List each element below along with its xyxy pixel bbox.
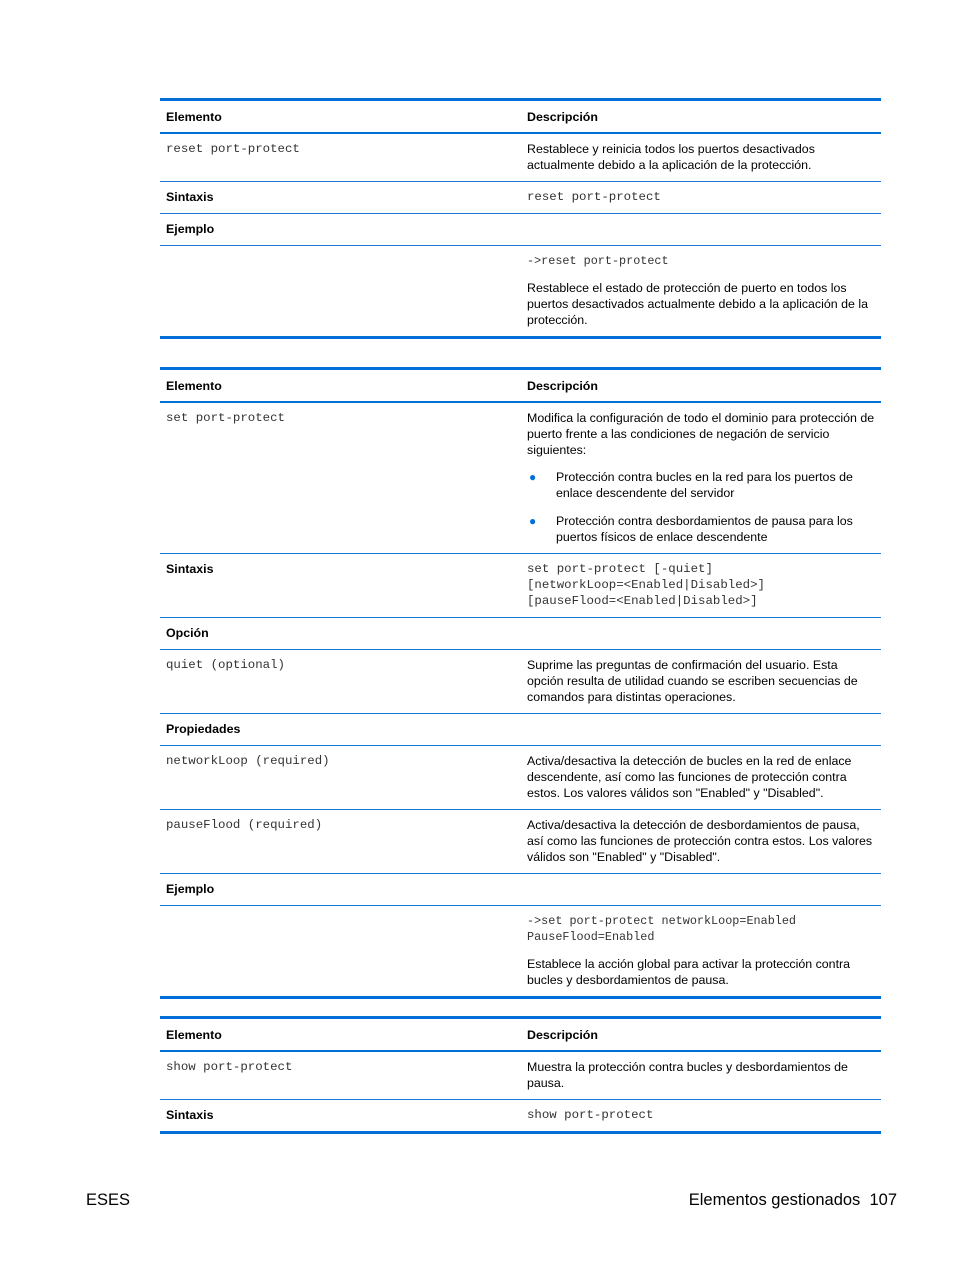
example-code: [527, 913, 875, 945]
element-description: Modifica la configuración de todo el dominio para protección de puerto frente a las condiciones de negación de servicio siguientes:: [527, 411, 875, 457]
element-name: set port-protect: [160, 402, 521, 554]
example-label: Ejemplo: [160, 874, 521, 906]
example-label: Ejemplo: [160, 214, 521, 246]
reset-port-protect-table: [160, 98, 881, 339]
example-code-line: ->set port-protect networkLoop=Enabled: [527, 914, 797, 928]
example-text: Establece la acción global para activar la protección contra bucles y desbordamientos de pausa.: [527, 957, 851, 987]
table-row: [160, 182, 881, 214]
option-label: Opción: [160, 618, 521, 650]
table-row: [160, 133, 881, 182]
property-name: pauseFlood (required): [160, 810, 521, 874]
syntax-line: [networkLoop=<Enabled|Disabled>]: [527, 578, 765, 592]
header-descripcion: Descripción: [521, 369, 881, 403]
property-description: Activa/desactiva la detección de desbordamientos de pausa, así como las funciones de protección contra estos. Los valores válidos son "Enabled" y "Disabled".: [521, 810, 881, 874]
table-row: [160, 714, 881, 746]
element-description: Muestra la protección contra bucles y desbordamientos de pausa.: [521, 1051, 881, 1100]
set-port-protect-table: [160, 367, 881, 999]
condition-list: [527, 469, 875, 545]
list-item: [527, 469, 875, 501]
table-row: [160, 874, 881, 906]
element-name: reset port-protect: [160, 133, 521, 182]
page-number: 107: [869, 1191, 897, 1209]
example-code-line: PauseFlood=Enabled: [527, 930, 655, 944]
header-elemento: Elemento: [160, 100, 521, 134]
header-descripcion: Descripción: [521, 1018, 881, 1052]
syntax-line: set port-protect [-quiet]: [527, 562, 713, 576]
table-row: [160, 746, 881, 810]
syntax-code: show port-protect: [521, 1100, 881, 1133]
syntax-code: reset port-protect: [521, 182, 881, 214]
footer-section: [689, 1191, 897, 1210]
table-row: [160, 906, 881, 998]
footer-locale: ESES: [86, 1191, 131, 1209]
list-item-text: Protección contra desbordamientos de pausa para los puertos físicos de enlace descendente: [556, 514, 853, 544]
bullet-icon: ●: [529, 514, 537, 528]
option-name: quiet (optional): [160, 650, 521, 714]
example-code: ->reset port-protect: [527, 254, 669, 268]
syntax-label: Sintaxis: [160, 182, 521, 214]
syntax-line: [pauseFlood=<Enabled|Disabled>]: [527, 594, 758, 608]
header-descripcion: Descripción: [521, 100, 881, 134]
element-name: show port-protect: [160, 1051, 521, 1100]
bullet-icon: ●: [529, 470, 537, 484]
table-row: [160, 1051, 881, 1100]
header-elemento: Elemento: [160, 1018, 521, 1052]
option-description: Suprime las preguntas de confirmación del usuario. Esta opción resulta de utilidad cuando se escriben secuencias de comandos para distintas operaciones.: [521, 650, 881, 714]
syntax-label: Sintaxis: [160, 554, 521, 618]
header-elemento: Elemento: [160, 369, 521, 403]
element-description: Restablece y reinicia todos los puertos desactivados actualmente debido a la aplicación de la protección.: [521, 133, 881, 182]
table-row: [160, 650, 881, 714]
syntax-label: Sintaxis: [160, 1100, 521, 1133]
show-port-protect-table: [160, 1016, 881, 1134]
list-item: [527, 513, 875, 545]
property-name: networkLoop (required): [160, 746, 521, 810]
table-row: [160, 554, 881, 618]
table-row: [160, 810, 881, 874]
list-item-text: Protección contra bucles en la red para los puertos de enlace descendente del servidor: [556, 470, 853, 500]
table-row: [160, 246, 881, 338]
table-row: [160, 214, 881, 246]
table-row: [160, 402, 881, 554]
table-row: [160, 618, 881, 650]
property-description: Activa/desactiva la detección de bucles en la red de enlace descendente, así como las funciones de protección contra estos. Los valores válidos son "Enabled" y "Disabled".: [521, 746, 881, 810]
example-text: Restablece el estado de protección de puerto en todos los puertos desactivados actualmente debido a la aplicación de la protección.: [527, 281, 868, 327]
table-row: [160, 1100, 881, 1133]
footer-title: Elementos gestionados: [688, 1191, 861, 1209]
properties-label: Propiedades: [160, 714, 521, 746]
